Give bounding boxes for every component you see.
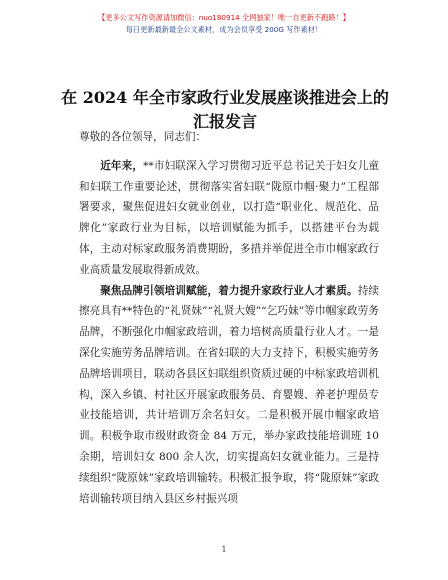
promo-banner bbox=[0, 12, 448, 36]
document-body bbox=[79, 127, 379, 509]
paragraph-2-body: 持续擦亮具有**特色的“礼贤妹”“礼贤大嫂”“乞巧妹”等巾帼家政劳务品牌，不断强化巾帼家政培训，着力培树高质量行业人才。一是深化实施劳务品牌培训。在省妇联的大力支持下，积极实施劳务品牌培训项目，联动各县区妇联组织资质过硬的中标家政培训机构，深入乡镇、村社区开展家政服务员、育婴嫂、养老护理员专业技能培训，共计培训万余名妇女。二是积极开展巾帼家政培训。积极争取市级财政资金 84 万元，举办家政技能培训班 10 余期，培训妇女 800 余人次，切实提高妇女就业能力。三是持续组织“陇原妹”家政培训输转。积极汇报争取，将“陇原妹”家政培训输转项目纳入县区乡村振兴项 bbox=[79, 284, 380, 505]
promo-line-2: 每日更新最新最全公文素材，成为会员享受 200G 写作素材！ bbox=[125, 25, 323, 34]
document-title: 在 2024 年全市家政行业发展座谈推进会上的汇报发言 bbox=[61, 88, 389, 131]
promo-line-1: 【更多公文写作资源请加微信：nuo180914 全网独家！唯一自更新不跑路！】 bbox=[98, 13, 350, 22]
page-number: 1 bbox=[221, 545, 227, 554]
paragraph-1-lead: 近年来， bbox=[100, 159, 144, 172]
salutation: 尊敬的各位领导，同志们： bbox=[79, 131, 207, 143]
paragraph-2 bbox=[79, 281, 379, 510]
paragraph-1 bbox=[79, 156, 379, 281]
paragraph-2-heading: 聚焦品牌引领培训赋能，着力提升家政行业人才素质。 bbox=[100, 284, 358, 297]
paragraph-1-body: **市妇联深入学习贯彻习近平总书记关于妇女儿童和妇联工作重要论述，贯彻落实省妇联“陇原巾帼·聚力”工程部署要求，聚焦促进妇女就业创业，以打造“职业化、规范化、品牌化”家政行业为目标，以培训赋能为抓手，以搭建平台为载体，主动对标家政服务消费期盼，多措并举促进全市巾帼家政行业高质量发展取得新成效。 bbox=[79, 159, 380, 276]
